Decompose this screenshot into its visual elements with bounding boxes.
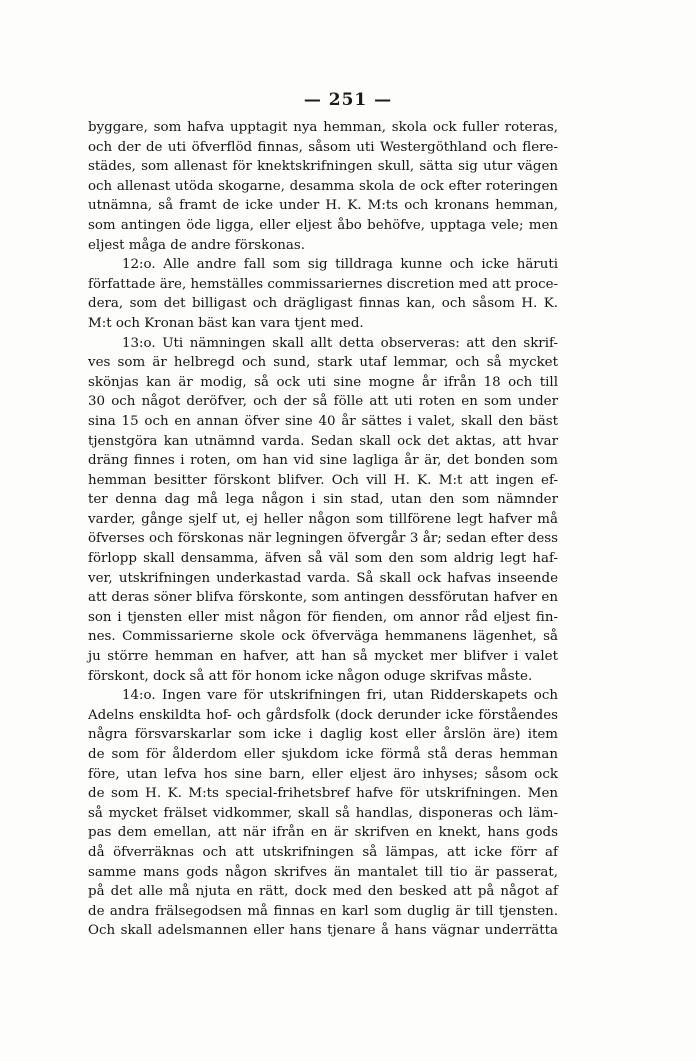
text-line: 12:o. Alle andre fall som sig tilldraga kunne och icke häruti [122,257,558,273]
text-line: ves som är helbregd och sund, stark utaf lemmar, och så mycket [88,355,558,371]
text-line: öfverses och förskonas när legningen öfvergår 3 år; sedan efter dess [88,531,558,547]
text-line: ju större hemman en hafver, att han så mycket mer blifver i valet [88,649,558,665]
text-line: att deras söner blifva förskonte, som antingen dessförutan hafver en [88,590,558,606]
text-line: dera, som det billigast och drägligast finnas kan, och såsom H. K. [88,296,558,312]
text-line: samme mans gods någon skrifves än mantalet till tio är passerat, [88,864,558,880]
text-line: förlopp skall densamma, äfven så väl som den som aldrig legt haf- [88,551,558,567]
text-line: skönjas kan är modig, så ock uti sine mogne år ifrån 18 och till [88,374,558,390]
text-line: Och skall adelsmannen eller hans tjenare å hans vägnar underrätta [88,923,558,939]
text-line: förskont, dock så att för honom icke någon oduge skrifvas måste. [88,668,533,684]
text-line: och allenast utöda skogarne, desamma skola de ock efter roteringen [88,178,558,194]
text-line: och der de uti öfverflöd finnas, såsom uti Westergöthland och flere- [88,139,558,155]
text-line: sina 15 och en annan öfver sine 40 år sättes i valet, skall den bäst [88,413,558,429]
text-line: då öfverräknas och att utskrifningen så lämpas, att icke förr af [88,844,558,860]
text-line: nes. Commissarierne skole ock öfverväga hemmanens lägenhet, så [88,629,558,645]
text-line: ter denna dag må lega någon i sin stad, utan den som nämnder [88,492,558,508]
text-line: som antingen öde ligga, eller eljest åbo behöfve, upptaga vele; men [88,217,558,233]
text-line: Adelns enskildta hof- och gårdsfolk (dock derunder icke förståendes [88,707,558,723]
page-number: — 251 — [303,90,393,110]
text-line: några försvarskarlar som icke i daglig kost eller årslön äre) item [88,727,558,743]
text-line: de som för ålderdom eller sjukdom icke förmå stå deras hemman [88,747,558,762]
text-line: tjenstgöra kan utnämnd varda. Sedan skall ock det aktas, att hvar [88,433,558,449]
text-line: dräng finnes i roten, om han vid sine lagliga år är, det bonden som [88,453,558,469]
text-line: på det alle må njuta en rätt, dock med den besked att på något af [88,884,558,900]
text-line: 30 och något deröfver, och der så fölle att uti roten en som under [88,394,558,410]
text-line: före, utan lefva hos sine barn, eller eljest äro inhyses; såsom ock [88,766,558,782]
text-line: varder, gånge sjelf ut, ej heller någon som tillförene legt hafver må [88,511,558,527]
text-line: hemman besitter förskont blifver. Och vill H. K. M:t att ingen ef- [88,472,558,488]
text-line: författade äre, hemställes commissariernes discretion med att proce- [88,276,558,292]
text-line: pas dem emellan, att när ifrån en är skrifven en knekt, hans gods [88,825,558,841]
text-line: 14:o. Ingen vare för utskrifningen fri, utan Ridderskapets och [122,688,558,704]
text-line: städes, som allenast för knektskrifningen skull, sätta sig utur vägen [88,159,558,175]
text-line: ver, utskrifningen underkastad varda. Så skall ock hafvas inseende [88,570,558,586]
text-line: utnämna, så framt de icke under H. K. M:ts och kronans hemman, [88,198,558,214]
text-line: M:t och Kronan bäst kan vara tjent med. [88,315,364,331]
text-line: son i tjensten eller mist någon för fienden, om annor råd eljest fin- [88,609,558,625]
text-line: så mycket frälset vidkommer, skall så handlas, disponeras och läm- [88,805,558,821]
text-line: de som H. K. M:ts special-frihetsbref hafve för utskrifningen. Men [88,786,558,802]
text-line: eljest måga de andre förskonas. [88,237,306,253]
text-line: de andra frälsegodsen må finnas en karl som duglig är till tjensten. [88,903,558,919]
text-line: byggare, som hafva upptagit nya hemman, skola ock fuller roteras, [88,120,558,135]
body-text [88,118,558,941]
text-line: 13:o. Uti nämningen skall allt detta observeras: att den skrif- [122,335,558,351]
